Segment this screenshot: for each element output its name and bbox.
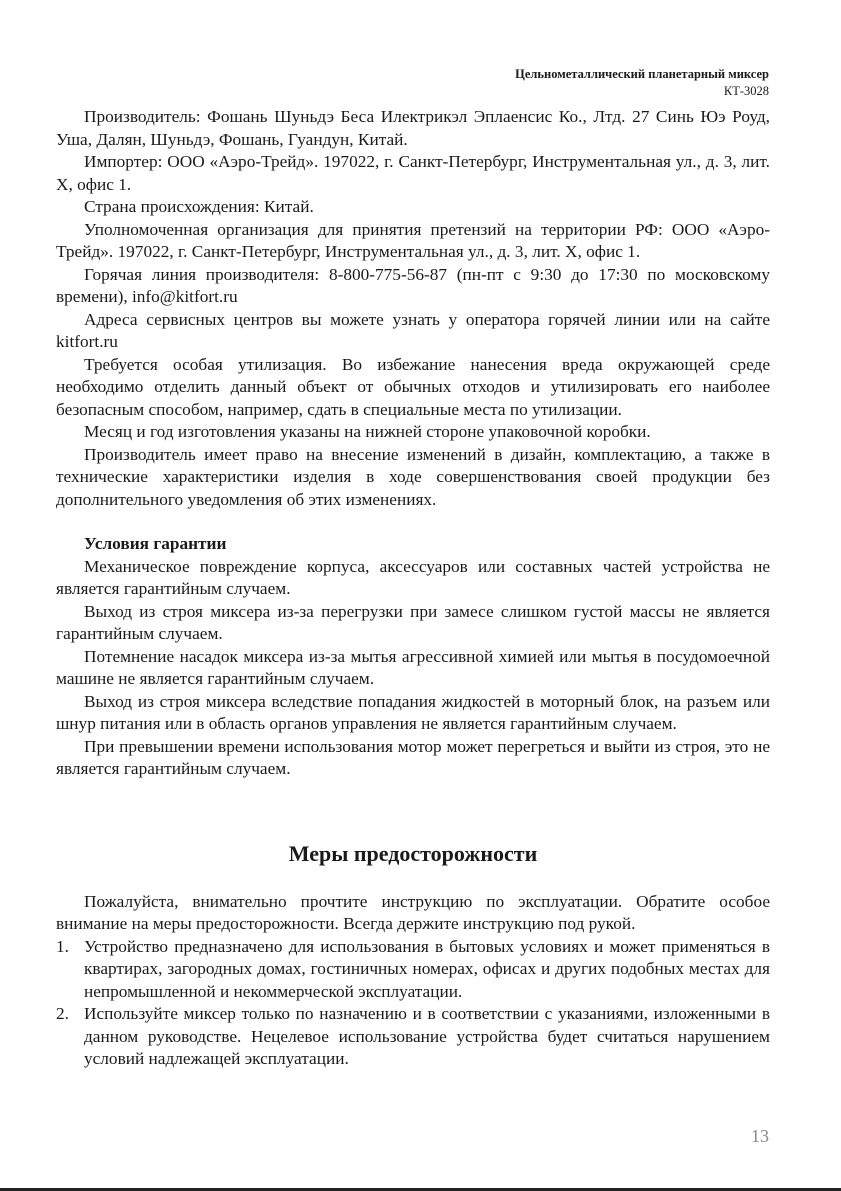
origin-paragraph: Страна происхождения: Китай. bbox=[84, 197, 314, 216]
list-item-number: 1. bbox=[56, 936, 69, 956]
page-content bbox=[56, 106, 770, 1071]
precautions-list bbox=[56, 936, 770, 1071]
hotline-paragraph: Горячая линия производителя: 8-800-775-56-87 (пн-пт с 9:30 до 17:30 по московскому времени), info@kitfort.ru bbox=[56, 264, 770, 306]
warranty-paragraph: Механическое повреждение корпуса, аксессуаров или составных частей устройства не является гарантийным случаем. bbox=[56, 556, 770, 598]
warranty-heading: Условия гарантии bbox=[84, 534, 227, 553]
page-number: 13 bbox=[751, 1126, 769, 1146]
changes-paragraph: Производитель имеет право на внесение изменений в дизайн, комплектацию, а также в технические характеристики изделия в ходе совершенствования своей продукции без дополнительного уведомления об этих изменениях. bbox=[56, 444, 770, 509]
manufacturer-paragraph: Производитель: Фошань Шуньдэ Беса Илектрикэл Эплаенсис Ко., Лтд. 27 Синь Юэ Роуд, Уша, Далян, Шуньдэ, Фошань, Гуандун, Китай. bbox=[56, 107, 770, 149]
header-model: КТ-3028 bbox=[723, 84, 769, 98]
disposal-paragraph: Требуется особая утилизация. Во избежание нанесения вреда окружающей среде необходимо отделить данный объект от обычных отходов и утилизировать его наиболее безопасным способом, например, сдать в специальные места по утилизации. bbox=[56, 354, 770, 419]
list-item bbox=[56, 1003, 770, 1071]
warranty-paragraph: Выход из строя миксера вследствие попадания жидкостей в моторный блок, на разъем или шнур питания или в область органов управления не является гарантийным случаем. bbox=[56, 691, 770, 733]
list-item-text: Устройство предназначено для использования в бытовых условиях и может применяться в квартирах, загородных домах, гостиничных номерах, офисах и других подобных местах для непромышленной и некоммерческой эксплуатации. bbox=[84, 936, 770, 1001]
service-centers-paragraph: Адреса сервисных центров вы можете узнать у оператора горячей линии или на сайте kitfort.ru bbox=[56, 309, 770, 351]
importer-paragraph: Импортер: ООО «Аэро-Трейд». 197022, г. Санкт-Петербург, Инструментальная ул., д. 3, лит. Х, офис 1. bbox=[56, 152, 770, 194]
running-header bbox=[515, 66, 769, 100]
precautions-heading: Меры предосторожности bbox=[288, 840, 538, 866]
header-title: Цельнометаллический планетарный миксер bbox=[515, 67, 769, 81]
precautions-intro: Пожалуйста, внимательно прочтите инструкцию по эксплуатации. Обратите особое внимание на меры предосторожности. Всегда держите инструкцию под рукой. bbox=[56, 891, 770, 933]
warranty-paragraph: При превышении времени использования мотор может перегреться и выйти из строя, это не является гарантийным случаем. bbox=[56, 736, 770, 778]
list-item-text: Используйте миксер только по назначению и в соответствии с указаниями, изложенными в данном руководстве. Нецелевое использование устройства будет считаться нарушением условий надлежащей эксплуатации. bbox=[84, 1004, 770, 1068]
list-item bbox=[56, 936, 770, 1004]
warranty-paragraph: Потемнение насадок миксера из-за мытья агрессивной химией или мытья в посудомоечной машине не является гарантийным случаем. bbox=[56, 646, 770, 688]
manufacture-date-paragraph: Месяц и год изготовления указаны на нижней стороне упаковочной коробки. bbox=[84, 422, 651, 441]
list-item-number: 2. bbox=[56, 1004, 69, 1023]
warranty-paragraph: Выход из строя миксера из-за перегрузки при замесе слишком густой массы не является гарантийным случаем. bbox=[56, 601, 770, 643]
claims-org-paragraph: Уполномоченная организация для принятия претензий на территории РФ: ООО «Аэро-Трейд». 197022, г. Санкт-Петербург, Инструментальная ул., д. 3, лит. Х, офис 1. bbox=[56, 219, 770, 261]
